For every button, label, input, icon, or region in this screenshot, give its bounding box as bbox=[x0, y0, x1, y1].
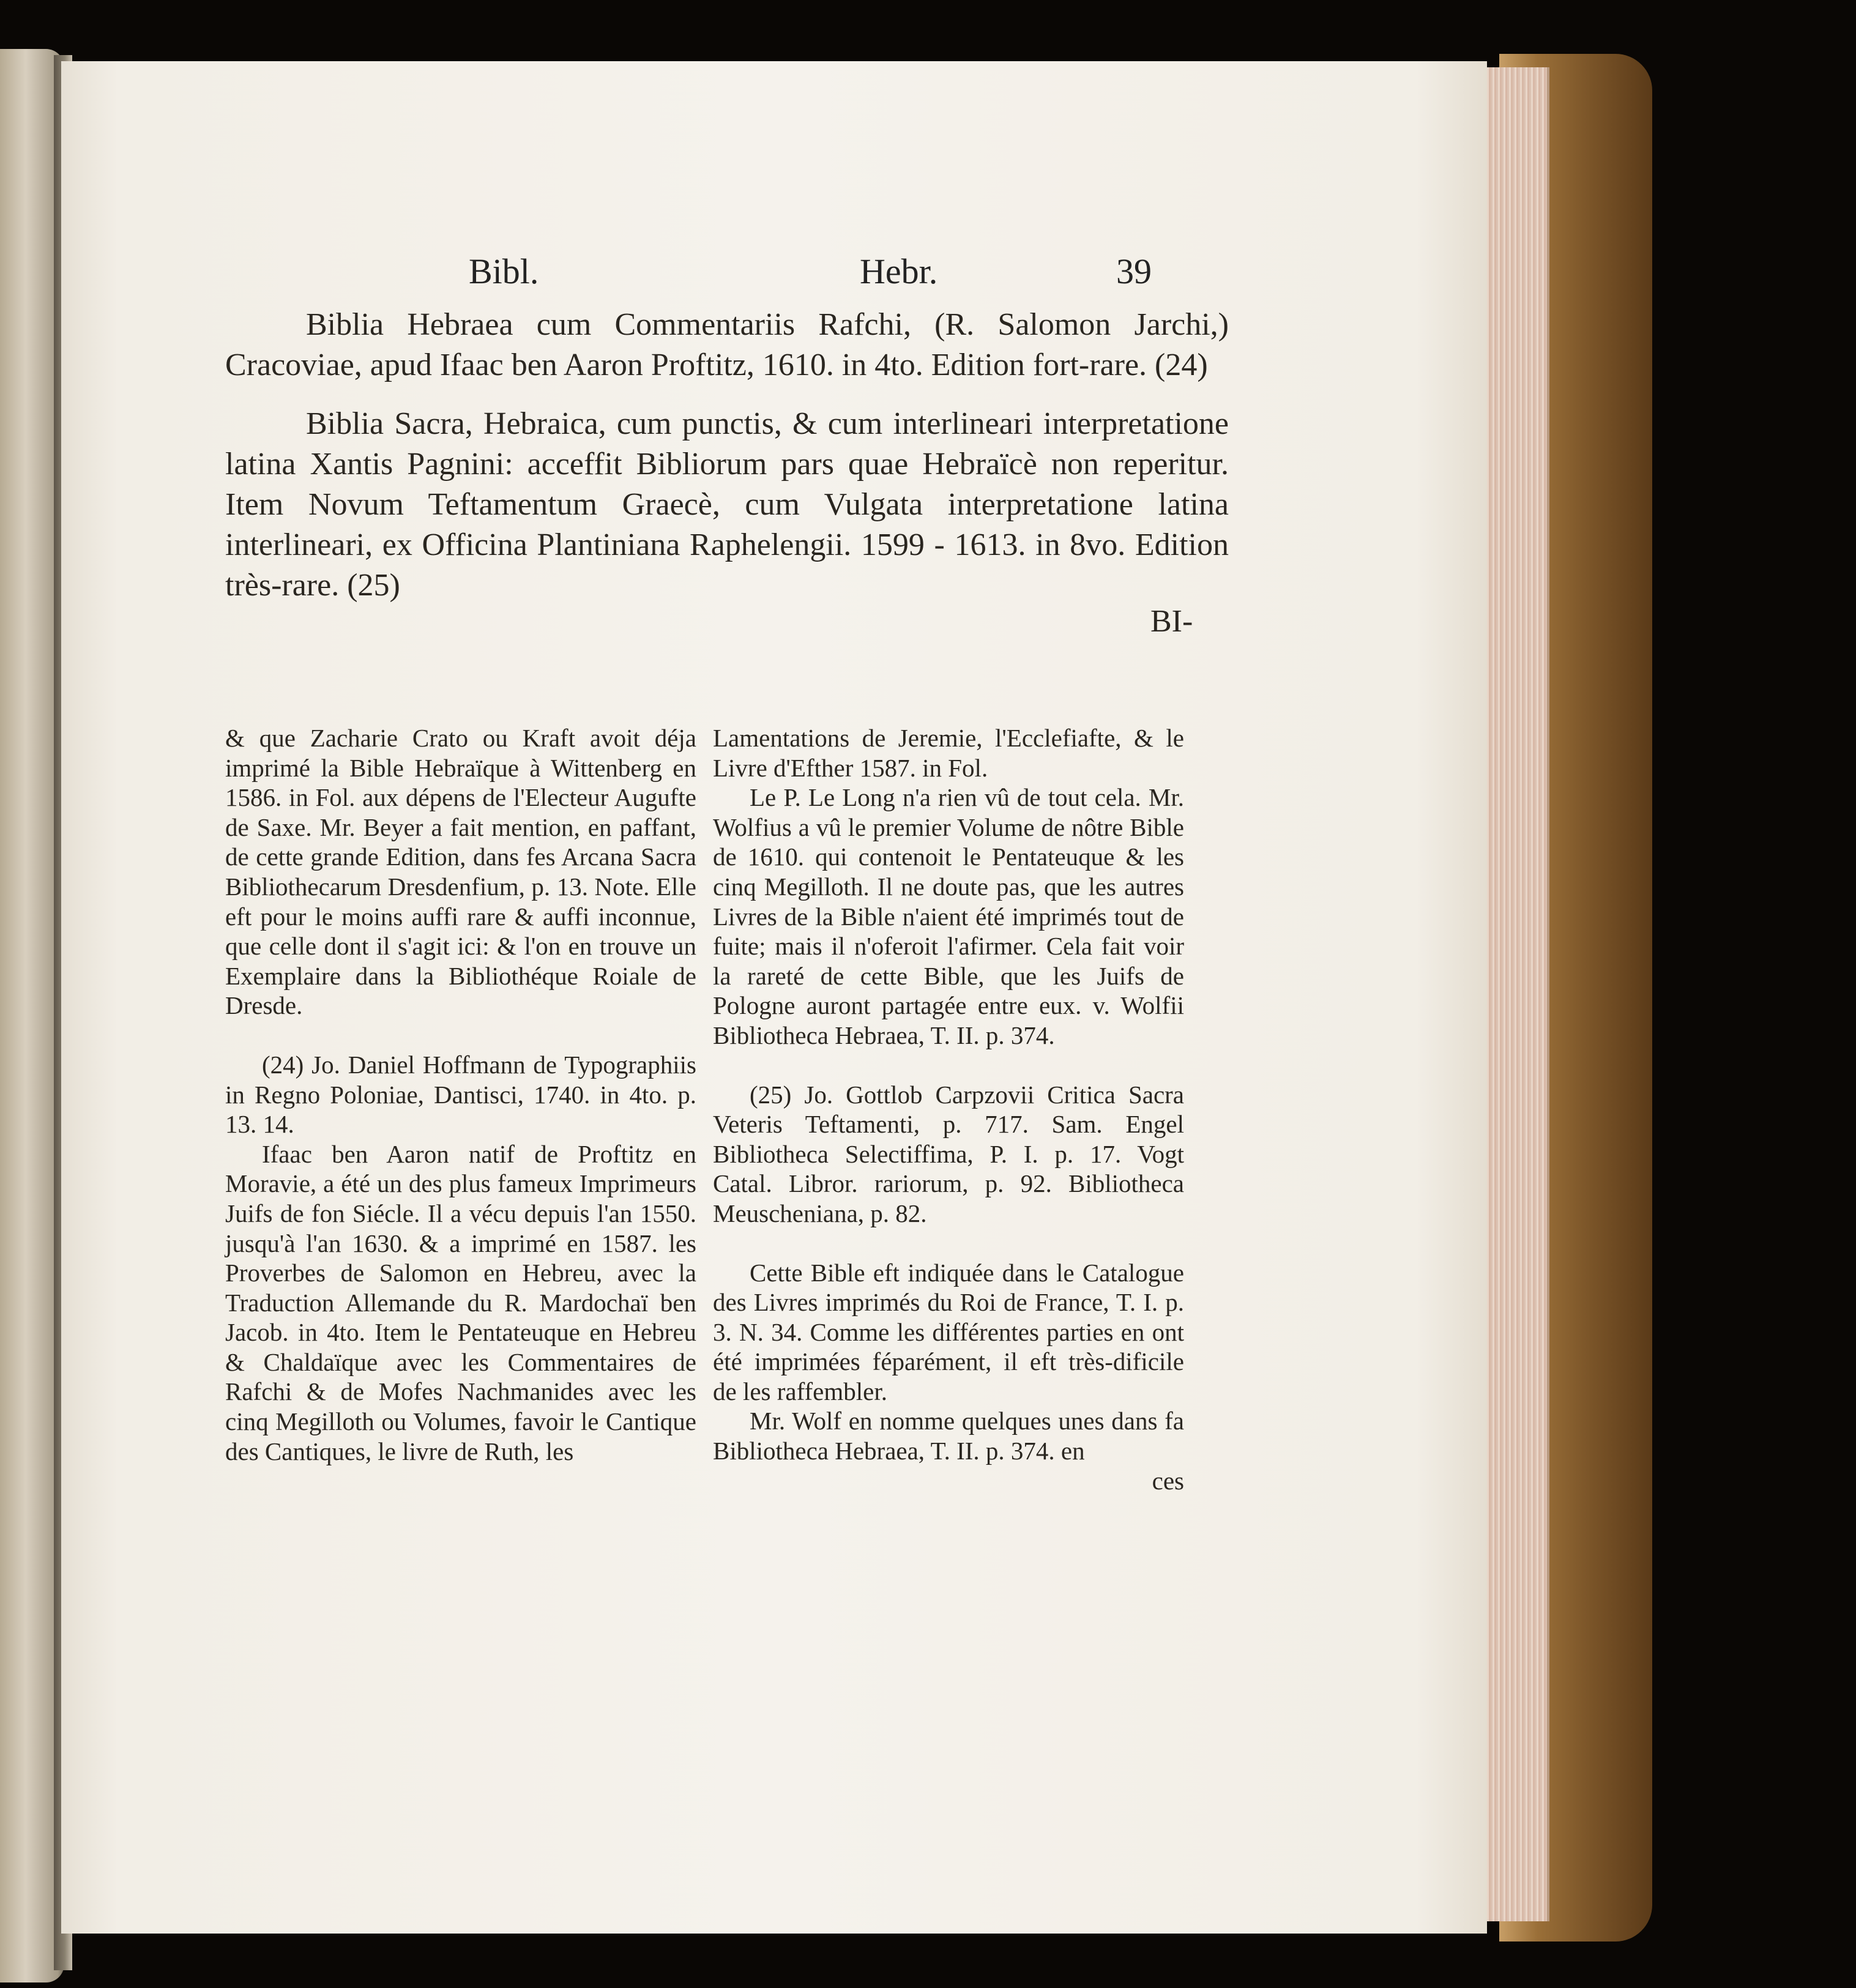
footnote-paragraph: Cette Bible eft indiquée dans le Catalogue des Livres imprimés du Roi de France, T. I. p. 3. N. 34. Comme les différentes parties en ont été imprimées féparément, il eft très-dificile de les raffembler. bbox=[713, 1258, 1184, 1405]
page-block-edge bbox=[1480, 67, 1549, 1921]
catchword: BI- bbox=[1150, 604, 1193, 639]
main-paragraph-2: Biblia Sacra, Hebraica, cum punctis, & cum interlineari interpretatione latina Xantis Pagnini: acceffit Bibliorum pars quae Hebraïcè non reperitur. Item Novum Teftamentum Graecè, cum Vulgata interpretatione latina interlineari, ex Officina Plantiniana Raphelengii. 1599 - 1613. in 8vo. Edition très-rare. (25) bbox=[225, 406, 1229, 603]
footnote-paragraph: Lamentations de Jeremie, l'Ecclefiafte, & le Livre d'Efther 1587. in Fol. bbox=[713, 724, 1184, 782]
running-head-left: Bibl. bbox=[469, 251, 539, 291]
page-number: 39 bbox=[1116, 251, 1152, 291]
main-text bbox=[225, 305, 1229, 606]
footnote-paragraph: Mr. Wolf en nomme quelques unes dans fa Bibliotheca Hebraea, T. II. p. 374. en bbox=[713, 1407, 1184, 1465]
main-paragraph-1: Biblia Hebraea cum Commentariis Rafchi, (R. Salomon Jarchi,) Cracoviae, apud Ifaac ben Aaron Proftitz, 1610. in 4to. Edition fort-rare. (24) bbox=[225, 307, 1229, 382]
book-page bbox=[61, 61, 1487, 1934]
footnote-column-right bbox=[713, 723, 1184, 1495]
running-head-center: Hebr. bbox=[860, 251, 938, 291]
footnote-25: (25) Jo. Gottlob Carpzovii Critica Sacra Veteris Teftamenti, p. 717. Sam. Engel Bibliotheca Selectiffima, P. I. p. 17. Vogt Catal. Libror. rariorum, p. 92. Bibliotheca Meuscheniana, p. 82. bbox=[713, 1080, 1184, 1227]
footnote-catchword: ces bbox=[1152, 1466, 1184, 1495]
footnote-24: (24) Jo. Daniel Hoffmann de Typographiis in Regno Poloniae, Dantisci, 1740. in 4to. p. 13. 14. bbox=[225, 1050, 696, 1139]
footnote-paragraph: Ifaac ben Aaron natif de Proftitz en Moravie, a été un des plus fameux Imprimeurs Juifs de fon Siécle. Il a vécu depuis l'an 1550. jusqu'à l'an 1630. & a imprimé en 1587. les Proverbes de Salomon en Hebreu, avec la Traduction Allemande du R. Mardochaï ben Jacob. in 4to. Item le Pentateuque en Hebreu & Chaldaïque avec les Commentaires de Rafchi & de Mofes Nachmanides avec les cinq Megilloth ou Volumes, favoir le Cantique des Cantiques, le livre de Ruth, les bbox=[225, 1139, 696, 1465]
footnote-paragraph: Le P. Le Long n'a rien vû de tout cela. Mr. Wolfius a vû le premier Volume de nôtre Bible de 1610. qui contenoit le Pentateuque & les cinq Megilloth. Il ne doute pas, que les autres Livres de la Bible n'aient été imprimés tout de fuite; mais il n'oferoit l'afirmer. Cela fait voir la rareté de cette Bible, que les Juifs de Pologne auront partagée entre eux. v. Wolfii Bibliotheca Hebraea, T. II. p. 374. bbox=[713, 783, 1184, 1049]
footnote-paragraph: & que Zacharie Crato ou Kraft avoit déja imprimé la Bible Hebraïque à Wittenberg en 1586. in Fol. aux dépens de l'Electeur Augufte de Saxe. Mr. Beyer a fait mention, en paffant, de cette grande Edition, dans fes Arcana Sacra Bibliothecarum Dresdenfium, p. 13. Note. Elle eft pour le moins auffi rare & auffi inconnue, que celle dont il s'agit ici: & l'on en trouve un Exemplaire dans la Bibliothéque Roiale de Dresde. bbox=[225, 724, 696, 1020]
footnote-column-left bbox=[225, 723, 696, 1466]
